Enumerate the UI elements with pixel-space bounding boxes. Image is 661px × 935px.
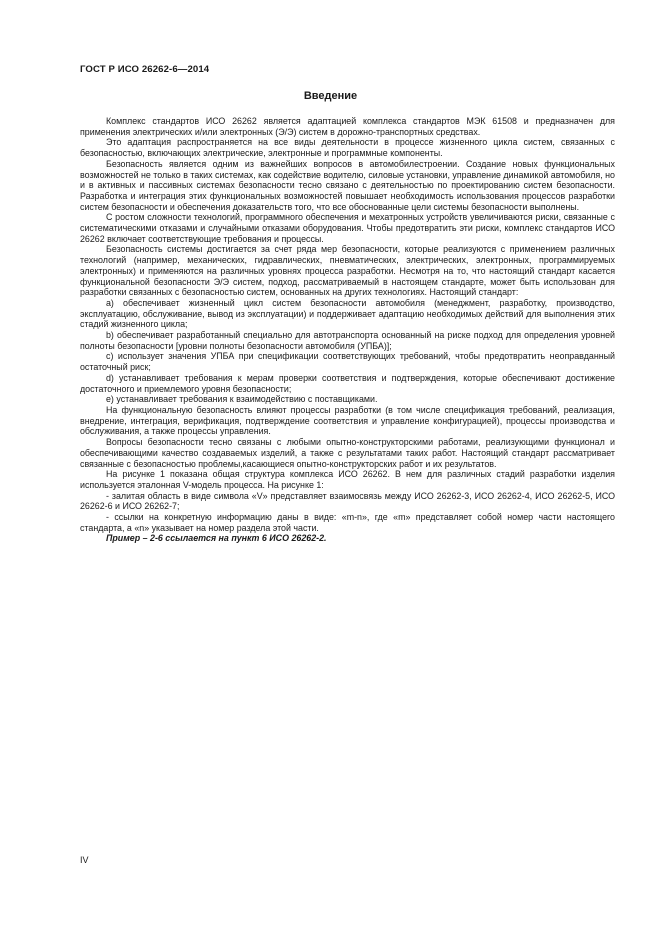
list-item: b) обеспечивает разработанный специально для автотранспорта основанный на риске подход для определения уровней полноты безопасности [уровни полноты безопасности автомобиля (УПБА)];	[80, 330, 615, 351]
document-id-header: ГОСТ Р ИСО 26262-6—2014	[80, 64, 210, 75]
section-title: Введение	[303, 90, 358, 102]
list-item: - залитая область в виде символа «V» представляет взаимосвязь между ИСО 26262-3, ИСО 26262-4, ИСО 26262-5, ИСО 26262-6 и ИСО 26262-7;	[80, 490, 615, 512]
list-item: d) устанавливает требования к мерам проверки соответствия и подтверждения, которые обеспечивают достижение достаточного и приемлемого уровня безопасности;	[80, 372, 615, 394]
example-note: Пример – 2-6 ссылается на пункт 6 ИСО 26262-2.	[106, 533, 327, 544]
paragraph: На рисунке 1 показана общая структура комплекса ИСО 26262. В нем для различных стадий разработки изделия используется эталонная V-модель процесса. На рисунке 1:	[80, 469, 615, 490]
page-number: IV	[80, 855, 89, 865]
paragraph: На функциональную безопасность влияют процессы разработки (в том числе спецификация требований, реализация, внедрение, интеграция, верификация, подтверждение соответствия и управление конфигурацией), процессы производства и обслуживания, а также процессы управления.	[80, 404, 615, 437]
document-body	[80, 116, 615, 544]
list-item: а) обеспечивает жизненный цикл систем безопасности автомобиля (менеджмент, разработку, производство, эксплуатацию, обслуживание, вывод из эксплуатации) и поддерживает адаптацию необходимых действий для выполнения этих стадий жизненного цикла;	[80, 297, 615, 330]
paragraph: С ростом сложности технологий, программного обеспечения и мехатронных устройств увеличиваются риски, связанные с систематическими отказами и случайными отказами оборудования. Чтобы предотвратить эти риски, комплекс стандартов ИСО 26262 включает соответствующие требования и процессы.	[80, 212, 615, 244]
list-item: е) устанавливает требования к взаимодействию с поставщиками.	[106, 394, 378, 405]
paragraph: Безопасность системы достигается за счет ряда мер безопасности, которые реализуются с применением различных технологий (например, механических, гидравлических, пневматических, электрических, электронных, программируемых электронных) и применяются на различных уровнях процесса разработки. Несмотря на то, что настоящий стандарт касается функциональной безопасности Э/Э систем, подход, рассматриваемый в настоящем стандарте, может быть использован для разработки связанных с безопасностью систем, основанных на других технологиях. Настоящий стандарт:	[80, 244, 615, 298]
list-item: - ссылки на конкретную информацию даны в виде: «m-n», где «m» представляет собой номер части настоящего стандарта, а «n» указывает на номер раздела этой части.	[80, 512, 615, 533]
paragraph: Вопросы безопасности тесно связаны с любыми опытно-конструкторскими работами, реализующими функционал и обеспечивающими качество создаваемых изделий, а также с результатами таких работ. Настоящий стандарт рассматривает связанные с безопасностью проблемы,касающиеся опытно-конструкторских работ и их результатов.	[80, 437, 615, 469]
list-item: с) использует значения УПБА при спецификации соответствующих требований, чтобы предотвратить неоправданный остаточный риск;	[80, 351, 615, 373]
paragraph: Комплекс стандартов ИСО 26262 является адаптацией комплекса стандартов МЭК 61508 и предназначен для применения электрических и/или электронных (Э/Э) систем в дорожно-транспортных средствах.	[80, 116, 615, 137]
paragraph: Безопасность является одним из важнейших вопросов в автомобилестроении. Создание новых функциональных возможностей не только в таких системах, как содействие водителю, силовые установки, управление динамикой автомобиля, но и в активных и пассивных системах безопасности тесно связано с деятельностью по проектированию систем безопасности. Разработка и интеграция этих функциональных возможностей повышает необходимость использования процессов разработки систем безопасности и обеспечения доказательств того, что все обоснованные цели системы безопасности выполнены.	[80, 158, 615, 212]
paragraph: Это адаптация распространяется на все виды деятельности в процессе жизненного цикла систем, связанных с безопасностью, включающих электрические, электронные и программные компоненты.	[80, 137, 615, 159]
